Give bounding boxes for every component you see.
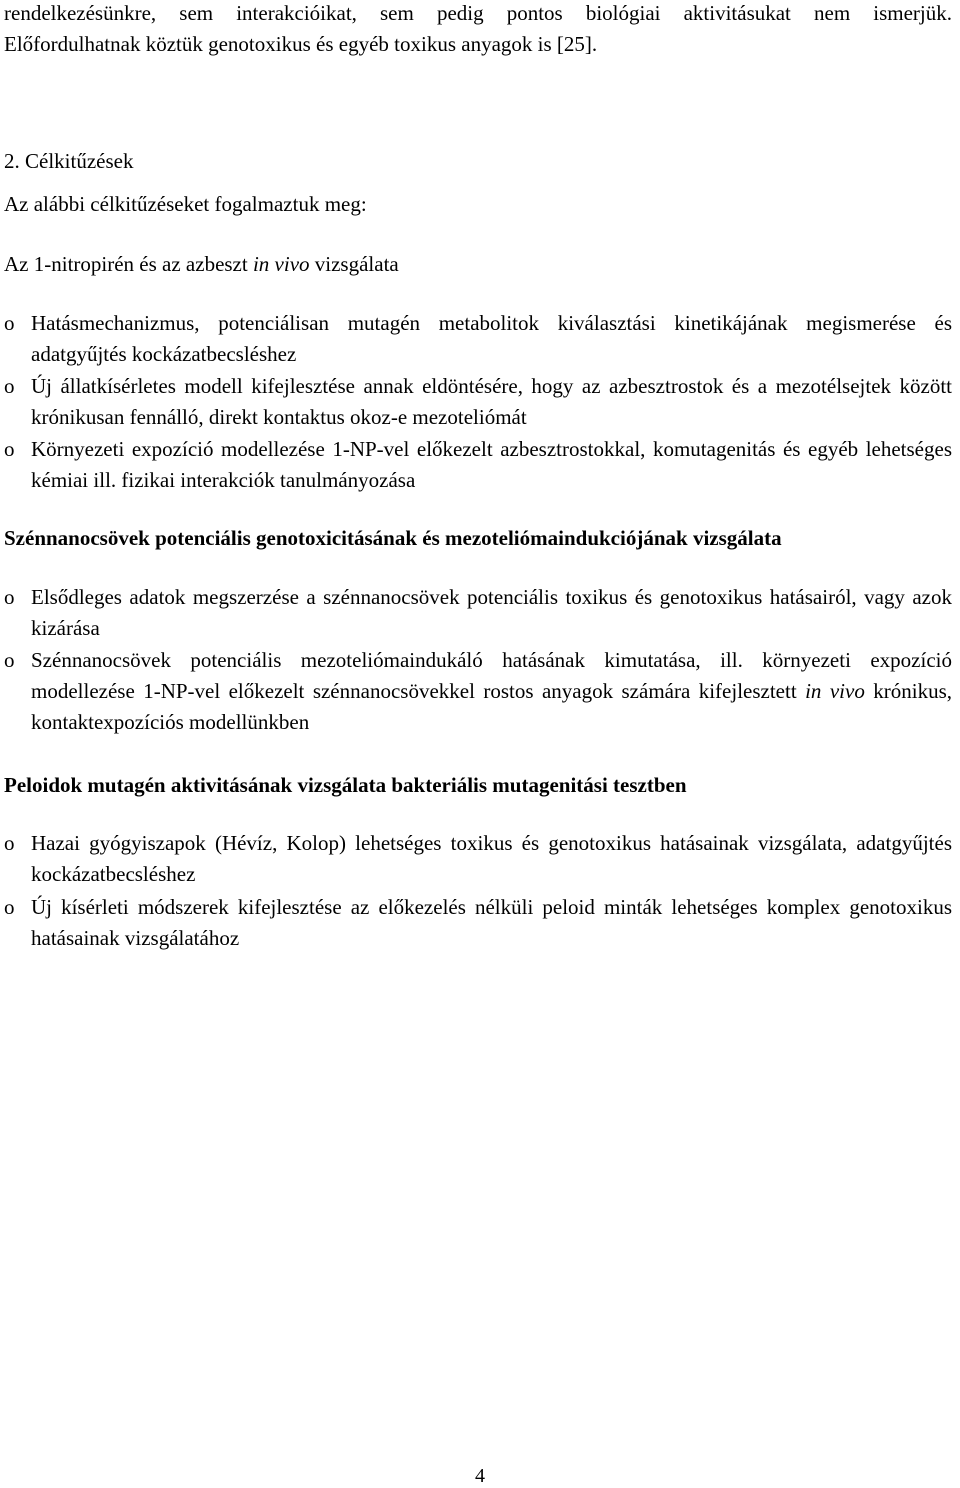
bullet-marker: o	[4, 648, 15, 672]
page-number: 4	[475, 1465, 485, 1487]
section-lead: Az alábbi célkitűzéseket fogalmaztuk meg:	[4, 192, 367, 216]
topic1-list-item	[4, 308, 952, 370]
topic1-title-italic: in vivo	[252, 252, 310, 276]
topic2-list-item	[4, 582, 952, 644]
bullet-text: Elsődleges adatok megszerzése a szénnanocsövek potenciális toxikus és genotoxikus hatásairól, vagy azok kizárása	[31, 585, 952, 640]
bullet-text	[31, 645, 952, 738]
bullet-marker: o	[4, 437, 15, 461]
bullet-marker: o	[4, 831, 15, 855]
topic1-title	[4, 249, 952, 280]
topic2-title: Szénnanocsövek potenciális genotoxicitásának és mezoteliómaindukciójának vizsgálata	[4, 526, 782, 550]
bullet-text: Környezeti expozíció modellezése 1-NP-vel előkezelt azbesztrostokkal, komutagenitás és egyéb lehetséges kémiai ill. fizikai interakciók tanulmányozása	[31, 437, 952, 492]
bullet-text-italic: in vivo	[805, 679, 865, 703]
bullet-marker: o	[4, 585, 15, 609]
bullet-marker: o	[4, 311, 15, 335]
bullet-text: Hatásmechanizmus, potenciálisan mutagén metabolitok kiválasztási kinetikájának megismerése és adatgyűjtés kockázatbecsléshez	[31, 311, 952, 366]
bullet-text-after: krónikus, kontaktexpozíciós modellünkben	[31, 679, 952, 734]
bullet-marker: o	[4, 895, 15, 919]
topic1-title-before: Az 1-nitropirén és az azbeszt	[4, 252, 253, 276]
bullet-text: Új kísérleti módszerek kifejlesztése az előkezelés nélküli peloid minták lehetséges komplex genotoxikus hatásainak vizsgálatához	[31, 895, 952, 950]
topic3-title: Peloidok mutagén aktivitásának vizsgálata bakteriális mutagenitási tesztben	[4, 773, 687, 797]
topic1-list-item	[4, 371, 952, 433]
topic3-list-item	[4, 892, 952, 954]
section-heading: 2. Célkitűzések	[4, 149, 134, 173]
topic3-list-item	[4, 828, 952, 890]
topic1-title-after: vizsgálata	[309, 252, 399, 276]
intro-line-2: Előfordulhatnak köztük genotoxikus és egyéb toxikus anyagok is [25].	[4, 32, 598, 56]
topic2-list-item	[4, 645, 952, 738]
bullet-text: Hazai gyógyiszapok (Hévíz, Kolop) lehetséges toxikus és genotoxikus hatásainak vizsgálata, adatgyűjtés kockázatbecsléshez	[31, 831, 952, 886]
bullet-text-before: Szénnanocsövek potenciális mezoteliómaindukáló hatásának kimutatása, ill. környezeti expozíció modellezése 1-NP-vel előkezelt szénnanocsövekkel rostos anyagok számára kifejlesztett	[31, 648, 952, 703]
bullet-text: Új állatkísérletes modell kifejlesztése annak eldöntésére, hogy az azbesztrostok és a mezotélsejtek között krónikusan fennálló, direkt kontaktus okoz-e mezoteliómát	[31, 374, 952, 429]
bullet-marker: o	[4, 374, 15, 398]
intro-line-1: rendelkezésünkre, sem interakcióikat, sem pedig pontos biológiai aktivitásukat nem ismerjük.	[4, 1, 952, 25]
topic1-list-item	[4, 434, 952, 496]
